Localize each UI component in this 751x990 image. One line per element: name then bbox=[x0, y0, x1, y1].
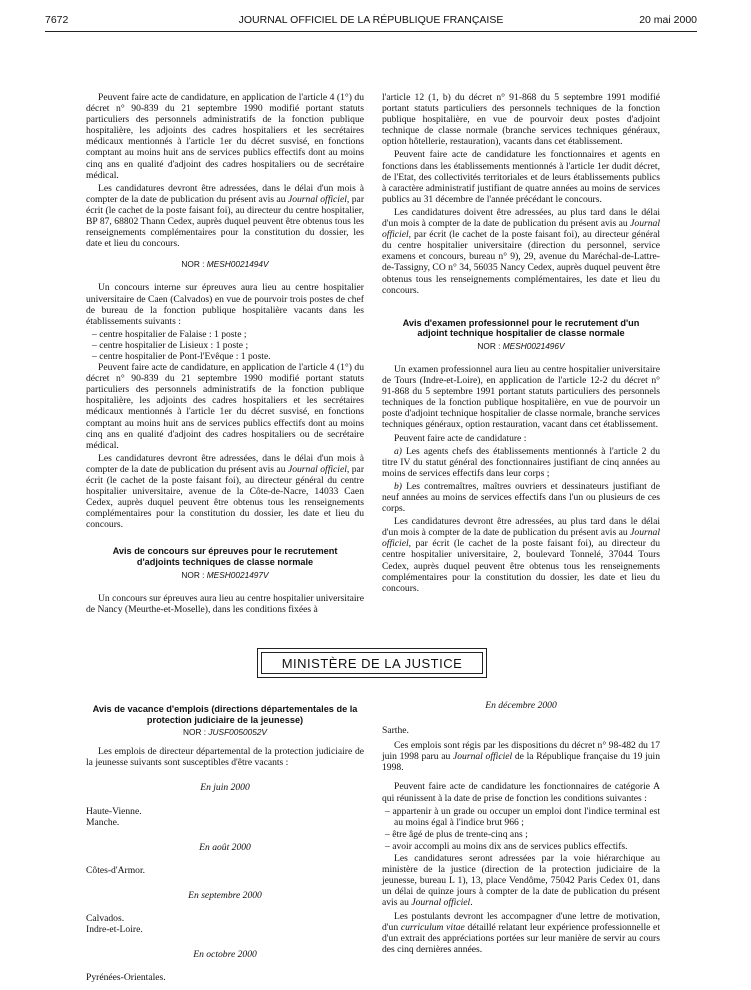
department-item: Indre-et-Loire. bbox=[86, 924, 143, 936]
paragraph: Les postulants devront les accompagner d'une lettre de motivation, d'un curriculum vitae détaillé relatant leur expérience professionnelle et d'un extrait des appréciations portées sur leur manière de servir au cours des cinq dernières années. bbox=[382, 910, 660, 955]
issue-date: 20 mai 2000 bbox=[639, 14, 697, 26]
column-1 bbox=[86, 92, 364, 617]
notice-title: Avis d'examen professionnel pour le recrutement d'un adjoint technique hospitalier de classe normale bbox=[402, 317, 640, 339]
paragraph: Ces emplois sont régis par les dispositions du décret n° 98-482 du 17 juin 1998 paru au Journal officiel de la République française du 19 juin 1998. bbox=[382, 740, 660, 774]
ministry-heading-box bbox=[257, 648, 487, 678]
department-item: Sarthe. bbox=[382, 725, 409, 737]
department-item: Côtes-d'Armor. bbox=[86, 864, 146, 876]
month-heading: En août 2000 bbox=[199, 841, 251, 853]
journal-title: JOURNAL OFFICIEL DE LA RÉPUBLIQUE FRANÇAISE bbox=[238, 14, 504, 26]
column-3 bbox=[86, 700, 364, 983]
list-item: – centre hospitalier de Pont-l'Evêque : 1 poste. bbox=[92, 350, 271, 362]
paragraph: Les candidatures devront être adressées, dans le délai d'un mois à compter de la date de publication du présent avis au Journal officiel, par écrit (le cachet de la poste faisant foi), au directeur du centre hospitalier, BP 87, 68802 Thann Cedex, auprès duquel peuvent être obtenus tous les renseignements complémentaires pour la constitution du dossier, les date et lieu du concours. bbox=[86, 182, 365, 250]
department-item: Manche. bbox=[86, 816, 120, 828]
month-heading: En juin 2000 bbox=[200, 782, 250, 794]
paragraph: Peuvent faire acte de candidature, en application de l'article 4 (1°) du décret n° 90-839 du 21 septembre 1990 modifié portant statuts particuliers des personnels administratifs de la fonction publique hospitalière, les adjoints des cadres hospitaliers et les secrétaires médicaux mentionnés à l'article 1er du décret susvisé, en fonctions comptant au moins huit ans de services publics effectifs dont au moins cinq ans en qualité d'adjoint des cadres hospitaliers ou de secrétaire médical. bbox=[86, 362, 364, 451]
page-number: 7672 bbox=[45, 14, 69, 26]
paragraph: Les candidatures seront adressées par la voie hiérarchique au ministère de la justice (direction de la protection judiciaire de la jeunesse, bureau L 1), 13, place Vendôme, 75042 Paris Cedex 01, dans un délai de quinze jours à compter de la date de publication du présent avis au Journal officiel. bbox=[382, 853, 660, 909]
paragraph: Peuvent faire acte de candidature les fonctionnaires de catégorie A qui réunissent à la date de prise de fonction les conditions suivantes : bbox=[382, 781, 660, 804]
list-item: – centre hospitalier de Falaise : 1 poste ; bbox=[92, 328, 247, 340]
paragraph: Les candidatures devront être adressées, au plus tard dans le délai d'un mois à compter de la date de publication du présent avis au Journal officiel, par écrit (le cachet de la poste faisant foi), au directeur du centre hospitalier universitaire, 2, boulevard Tonnelé, 37044 Tours Cedex, auprès duquel peuvent être obtenus tous les renseignements complémentaires pour la constitution du dossier, les date et lieu du concours. bbox=[382, 516, 660, 594]
paragraph: Un examen professionnel aura lieu au centre hospitalier universitaire de Tours (Indre-et-Loire), en application de l'article 12-2 du décret n° 91-868 du 5 septembre 1991 portant statuts particuliers des personnels techniques de la fonction publique hospitalière, en vue de pourvoir un poste d'adjoint technique hospitalier de classe normale, branche services techniques généraux, option restauration, vacant dans cet établissement. bbox=[382, 363, 660, 431]
paragraph: l'article 12 (1, b) du décret n° 91-868 du 5 septembre 1991 modifié portant statuts particuliers des personnels techniques de la fonction publique hospitalière, en vue de pourvoir deux postes d'adjoint technique de classe normale (branche services techniques généraux, option hôtellerie, restauration), vacants dans cet établissement. bbox=[382, 92, 660, 148]
paragraph: Les candidatures devront être adressées, dans le délai d'un mois à compter de la date de publication du présent avis au Journal officiel, par écrit (le cachet de la poste faisant foi), au directeur général du centre hospitalier universitaire, avenue de la Côte-de-Nacre, 14033 Caen Cedex, auprès duquel peuvent être obtenus tous les renseignements complémentaires pour la constitution du dossier, les date et lieu du concours. bbox=[86, 452, 365, 531]
paragraph: Peuvent faire acte de candidature, en application de l'article 4 (1°) du décret n° 90-839 du 21 septembre 1990 modifié portant statuts particuliers des personnels administratifs de la fonction publique hospitalière, les adjoints des cadres hospitaliers et les secrétaires médicaux mentionnés à l'article 1er du décret susvisé, en fonctions comptant au moins huit ans de services publics effectifs dont au moins cinq ans en qualité d'adjoint des cadres hospitaliers ou de secrétaire médical. bbox=[86, 92, 364, 181]
list-item: – appartenir à un grade ou occuper un emploi dont l'indice terminal est au moins égal à l'indice brut 966 ; bbox=[385, 805, 660, 828]
list-item: – être âgé de plus de trente-cinq ans ; bbox=[385, 828, 528, 840]
paragraph: Les candidatures doivent être adressées, au plus tard dans le délai d'un mois à compter de la date de publication du présent avis au Journal officiel, par écrit (le cachet de la poste faisant foi), au directeur général du centre hospitalier universitaire (direction du personnel, service examens et concours, bureau n° 9), 29, avenue du Maréchal-de-Lattre-de-Tassigny, CO n° 34, 56035 Nancy Cedex, auprès duquel peuvent être obtenus tous les renseignements complémentaires, les date et lieu du concours. bbox=[382, 206, 660, 296]
nor-reference: NOR : MESH0021497V bbox=[181, 569, 269, 580]
ministry-heading: MINISTÈRE DE LA JUSTICE bbox=[261, 652, 483, 674]
department-item: Calvados. bbox=[86, 913, 125, 925]
nor-reference: NOR : JUSF0050052V bbox=[183, 727, 267, 738]
department-item: Haute-Vienne. bbox=[86, 805, 142, 817]
list-item: – avoir accompli au moins dix ans de services publics effectifs. bbox=[385, 840, 628, 852]
header-rule bbox=[45, 31, 697, 32]
nor-reference: NOR : MESH0021496V bbox=[477, 340, 565, 351]
column-4 bbox=[382, 700, 660, 957]
department-item: Pyrénées-Orientales. bbox=[86, 972, 166, 984]
column-2 bbox=[382, 92, 660, 596]
month-heading: En septembre 2000 bbox=[188, 889, 262, 901]
list-item: – centre hospitalier de Lisieux : 1 poste ; bbox=[92, 339, 249, 351]
paragraph: Peuvent faire acte de candidature : bbox=[394, 432, 527, 444]
nor-reference: NOR : MESH0021494V bbox=[181, 259, 269, 270]
month-heading: En octobre 2000 bbox=[193, 949, 257, 961]
notice-title: Avis de vacance d'emplois (directions départementales de la protection judiciaire de la jeunesse) bbox=[92, 704, 358, 725]
notice-title: Avis de concours sur épreuves pour le recrutement d'adjoints techniques de classe normale bbox=[112, 546, 338, 568]
month-heading: En décembre 2000 bbox=[485, 700, 557, 711]
paragraph: Un concours sur épreuves aura lieu au centre hospitalier universitaire de Nancy (Meurthe-et-Moselle), dans les conditions fixées à bbox=[86, 592, 364, 615]
paragraph: b) Les contremaîtres, maîtres ouvriers et dessinateurs justifiant de neuf années au moins de services effectifs dans l'un ou plusieurs de ces corps. bbox=[382, 480, 660, 515]
paragraph: Peuvent faire acte de candidature les fonctionnaires et agents en fonctions dans les établissements mentionnés à l'article 1er dudit décret, de l'Etat, des collectivités territoriales et de leurs établissements publics à caractère administratif justifiant de quatre années au moins de services publics au 31 décembre de l'année précédant le concours. bbox=[382, 149, 660, 205]
paragraph: Les emplois de directeur départemental de la protection judiciaire de la jeunesse suivants sont susceptibles d'être vacants : bbox=[86, 746, 364, 769]
paragraph: Un concours interne sur épreuves aura lieu au centre hospitalier universitaire de Caen (Calvados) en vue de pourvoir trois postes de chef de bureau de la fonction publique hospitalière vacants dans les établissements suivants : bbox=[86, 282, 364, 327]
paragraph: a) Les agents chefs des établissements mentionnés à l'article 2 du titre IV du statut général des fonctionnaires justifiant de cinq années au moins de services effectifs dans leur corps ; bbox=[382, 445, 660, 479]
page-header bbox=[45, 14, 697, 30]
